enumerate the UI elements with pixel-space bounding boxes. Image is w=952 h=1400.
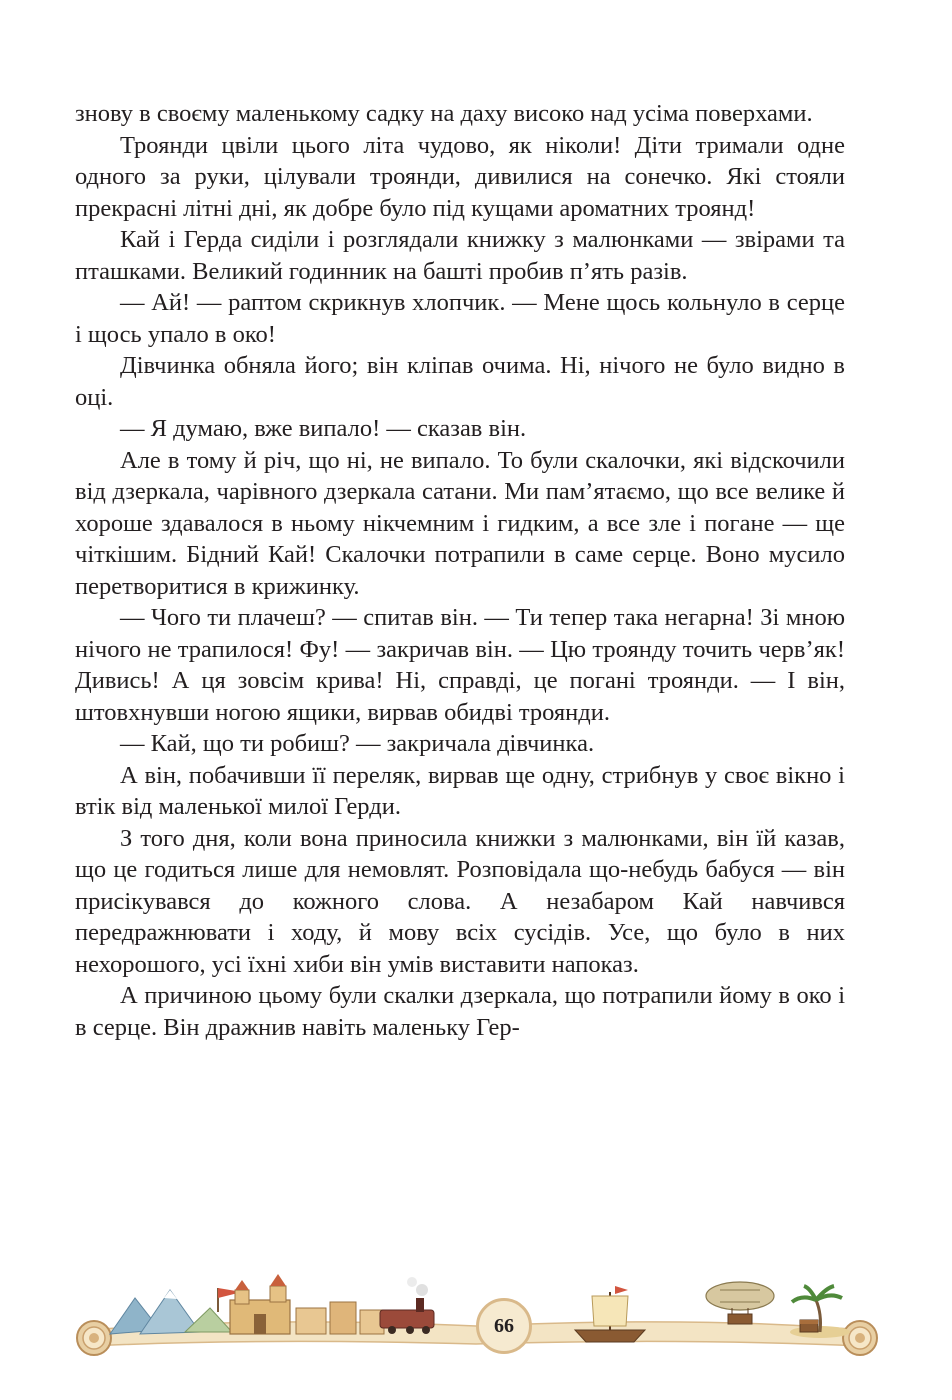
paragraph: Але в тому й річ, що ні, не випало. То були скалочки, які відскочили від дзеркала, чарівного дзеркала сатани. Ми пам’ятаємо, що все велике й хороше здавалося в ньому нікчемним і гидким, а все зле і погане — ще чіткішим. Бідний Кай! Скалочки потрапили в саме серце. Воно мусило перетворитися в крижинку. xyxy=(75,446,845,600)
paragraph: — Кай, що ти робиш? — закричала дівчинка. xyxy=(120,730,595,757)
page-number: 66 xyxy=(476,1298,532,1354)
paragraph: А причиною цьому були скалки дзеркала, що потрапили йому в око і в серце. Він дражнив навіть маленьку Гер- xyxy=(75,982,845,1041)
paragraph: Кай і Герда сиділи і розглядали книжку з малюнками — звірами та пташками. Великий годинник на башті пробив п’ять разів. xyxy=(75,226,845,285)
paragraph: А він, побачивши її переляк, вирвав ще одну, стрибнув у своє вікно і втік від маленької милої Герди. xyxy=(75,761,845,820)
story-text xyxy=(75,98,845,1043)
paragraph: Дівчинка обняла його; він кліпав очима. Ні, нічого не було видно в оці. xyxy=(75,352,845,411)
paragraph: — Я думаю, вже випало! — сказав він. xyxy=(120,415,527,442)
paragraph: З того дня, коли вона приносила книжки з малюнками, він їй казав, що це годиться лише для немовлят. Розповідала що-небудь бабуся — він присікувався до кожного слова. А незабаром Кай навчився передражнювати і ходу, й мову всіх сусідів. Усе, що було в них нехорошого, усі їхні хиби він умів виставити напоказ. xyxy=(75,824,845,978)
paragraph: Троянди цвіли цього літа чудово, як ніколи! Діти тримали одне одного за руки, цілували троянди, дивилися на сонечко. Які стояли прекрасні літні дні, як добре було під кущами ароматних троянд! xyxy=(75,131,845,222)
paragraph: знову в своєму маленькому садку на даху високо над усіма поверхами. xyxy=(75,100,813,127)
page-footer xyxy=(60,1268,892,1378)
paragraph: — Ай! — раптом скрикнув хлопчик. — Мене щось кольнуло в серце і щось упало в око! xyxy=(75,289,845,348)
paragraph: — Чого ти плачеш? — спитав він. — Ти тепер така негарна! Зі мною нічого не трапилося! Фу! — закричав він. — Цю троянду точить черв’як! Дивись! А ця зовсім крива! Ні, справді, це погані троянди. — І він, штовхнувши ногою ящики, вирвав обидві троянди. xyxy=(75,604,845,726)
